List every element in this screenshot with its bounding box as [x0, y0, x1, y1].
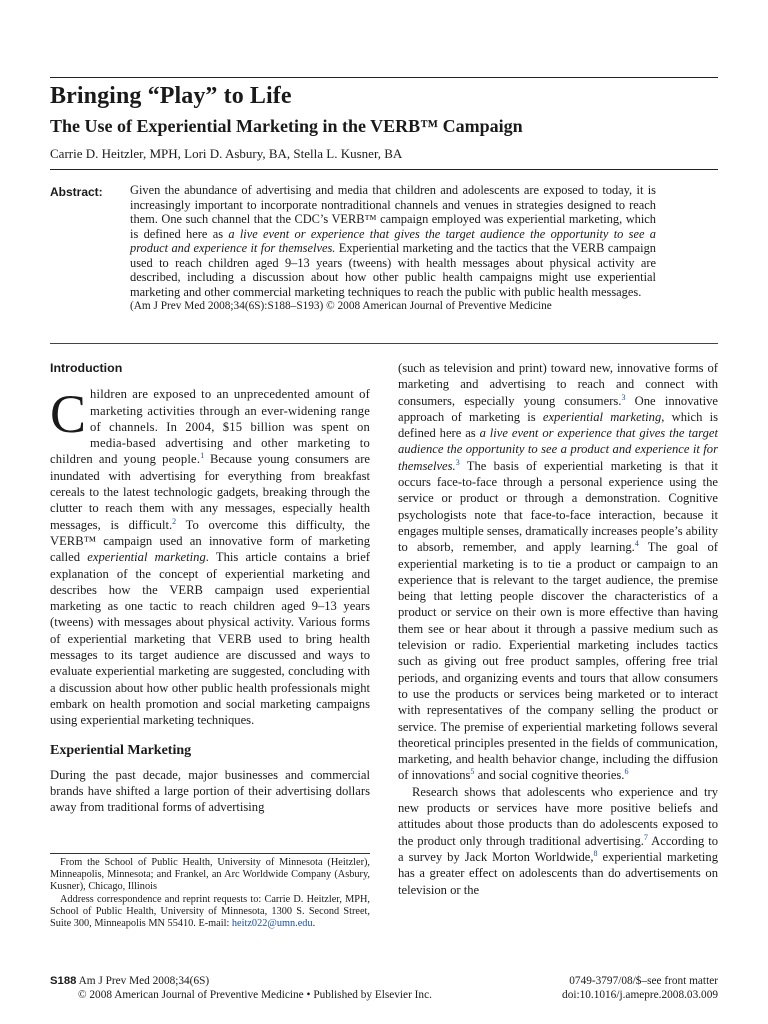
abstract-body-a: Given the abundance of advertising and media that children and adolescents are exposed to today, it is increasingly important to incorporate nontraditional channels and venues in strategies designed to reach them. One such channel that the CDC’s VERB™ campaign employed was experiential marketing, which is defined here as	[130, 183, 656, 241]
article-subtitle: The Use of Experiential Marketing in the VERB™ Campaign	[50, 116, 523, 136]
right-paragraph-2: Research shows that adolescents who experience and try new products or services have more positive beliefs and attitudes about those products than do adolescents exposed to the product only through traditional advertising.$^7$ According to a survey by Jack Morton Worldwide,$^8$ experiential marketing has a greater effect on adolescents than do advertisements on television or the	[398, 784, 719, 897]
ref-link-4[interactable]: 4	[634, 539, 639, 549]
footer-left	[50, 974, 432, 1002]
abstract-rule	[50, 343, 718, 344]
issn-line: 0749-3797/08/$–see front matter	[569, 975, 718, 987]
top-rule	[50, 77, 718, 78]
abstract-label: Abstract:	[50, 185, 103, 199]
bullet: •	[306, 989, 311, 1001]
header-rule	[50, 169, 718, 170]
experiential-paragraph: During the past decade, major businesses and commercial brands have shifted a large portion of their advertising dollars away from traditional forms of advertising	[50, 767, 370, 815]
abstract-definition: a live event or experience that gives the target audience the opportunity to see a product and experience it for themselves.	[130, 226, 656, 255]
article-title: Bringing “Play” to Life	[50, 83, 292, 109]
abstract-citation: (Am J Prev Med 2008;34(6S):S188–S193) © 2008 American Journal of Preventive Medicine	[130, 300, 552, 312]
ref-link-3[interactable]: 3	[621, 392, 626, 402]
ref-link-7[interactable]: 7	[643, 832, 648, 842]
doi-line: doi:10.1016/j.amepre.2008.03.009	[562, 989, 718, 1001]
introduction-heading: Introduction	[50, 361, 123, 375]
publisher: Published by Elsevier Inc.	[313, 989, 432, 1001]
ref-link-8[interactable]: 8	[593, 848, 598, 858]
right-paragraph-1: (such as television and print) toward new, innovative forms of marketing and advertising to reach and connect with consumers, especially young consumers.$^3$ One innovative approach of marketing is experiential marketing, which is defined here as a live event or experience that gives the target audience the opportunity to see a product and experience it for themselves.$^3$ The basis of experiential marketing is that it occurs face-to-face through a personal experience using the service or product or through a demonstration. Cognitive psychologists note that face-to-face interaction, because it engages multiple senses, dramatically increases people’s ability to absorb, remember, and apply learning.$^4$ The goal of experiential marketing is to tie a product or campaign to an experience that is relevant to the target audience, the premise being that letting people discover the characteristics of a product or service on their own is more effective than having them see or hear about it through a passive medium such as television or radio. Experiential marketing includes tactics such as giving out free product samples, offering free trial periods, and organizing events and tours that allow consumers to use the products or services being marketed or to interact with representatives of the company selling the product or service. The premise of experiential marketing follows several theoretical principles presented in the fields of communication, marketing, and health behavior change, including the diffusion of innovations$^5$ and social cognitive theories.$^6$	[398, 361, 718, 783]
introduction-paragraph: Children are exposed to an unprecedented amount of marketing activities through an ever-widening range of channels. In 2004, $15 billion was spent on media-based advertising and other marketing to children and young people.$^1$ Because young consumers are inundated with advertising for everything from breakfast cereals to the latest technologic gadgets, breaking through the clutter to reach them with any messages, especially health messages, is difficult.$^2$ To overcome this difficulty, the VERB™ campaign used an innovative form of marketing called experiential marketing. This article contains a brief explanation of the concept of experiential marketing and describes how the VERB campaign used experiential marketing as one tactic to reach children aged 9–13 years (tweens) with messages about physical activity. Various forms of experiential marketing that VERB used to bring health messages to its target audience are discussed and ways to evaluate experiential marketing are suggested, concluding with a discussion about how other public health professionals might embark on health promotion and social marketing campaigns using experiential marketing techniques.	[50, 384, 370, 728]
journal-citation: Am J Prev Med 2008;34(6S)	[78, 975, 210, 987]
ref-link-6[interactable]: 6	[624, 767, 629, 777]
affiliation-text: From the School of Public Health, University of Minnesota (Heitzler), Minneapolis, Minnesota; and Frankel, an Arc Worldwide Company (Asbury, Kusner), Chicago, Illinois	[50, 857, 370, 893]
email-link[interactable]: heitz022@umn.edu	[231, 918, 313, 930]
abstract-body-b: Experiential marketing and the tactics that the VERB campaign used to reach children aged 9–13 years (tweens) with health messages about physical activity are described, including a discussion about how other public health campaigns might use experiential marketing and other commercial marketing techniques to reach the public with public health messages.	[130, 241, 656, 299]
ref-link-5[interactable]: 5	[470, 767, 475, 777]
abstract-text	[130, 183, 656, 314]
ref-link-3b[interactable]: 3	[455, 457, 460, 467]
left-column	[50, 360, 370, 816]
correspondence-text: Address correspondence and reprint requests to: Carrie D. Heitzler, MPH, School of Public Health, University of Minnesota, 1300 S. Second Street, Suite 300, Minneapolis MN 55410. E-mail: heitz022@umn.edu.	[50, 893, 370, 930]
ref-link-1[interactable]: 1	[200, 451, 205, 461]
page-number: S188	[50, 975, 77, 987]
footer-right	[562, 974, 718, 1002]
ref-link-2[interactable]: 2	[172, 516, 177, 526]
experiential-marketing-heading: Experiential Marketing	[50, 742, 192, 758]
copyright: © 2008 American Journal of Preventive Medicine	[78, 989, 304, 1001]
drop-cap: C	[50, 384, 87, 445]
author-list: Carrie D. Heitzler, MPH, Lori D. Asbury, BA, Stella L. Kusner, BA	[50, 146, 403, 161]
footnote-rule	[50, 853, 370, 854]
affiliation-footnote	[50, 857, 370, 930]
right-column	[398, 360, 718, 898]
